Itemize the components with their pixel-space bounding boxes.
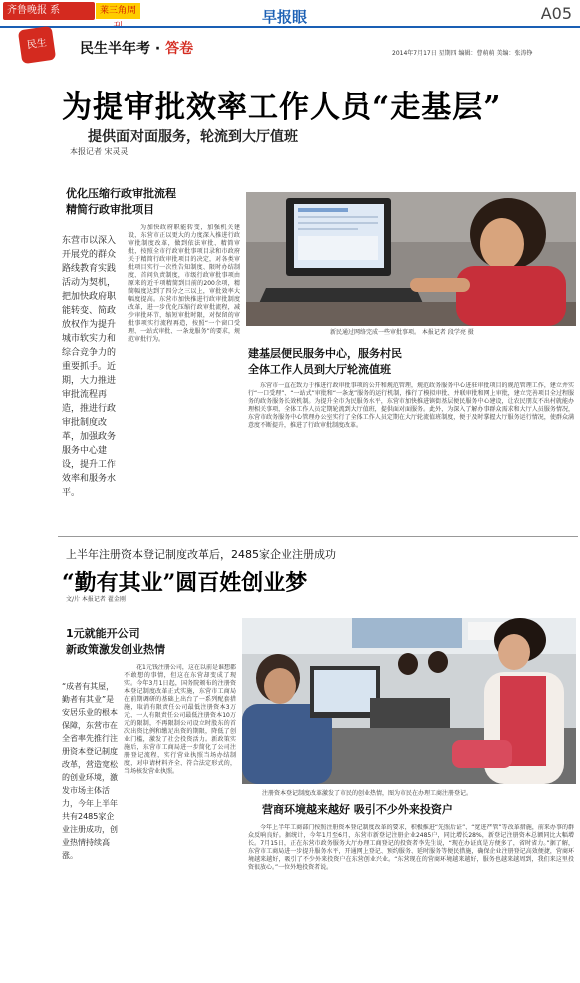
lead-section2-title-line2: 全体工作人员到大厅轮流值班 — [248, 363, 391, 376]
column-seal-icon: 民生 — [18, 26, 56, 64]
second-photo — [242, 618, 576, 784]
second-section2-paragraph: 今年上半年工商部门按照注册资本登记制度改革的要求，积极推进“先照后证”、“宽进严管”等改革措施，前来办事的群众反响良好。据统计，今年1月至6月，东营市新登记注册企业2485户，同比增长28%，新登记注册资本总额同比大幅增长。7月15日，正在东营市政务服务大厅办理工商登记的投资者李先生说，“现在办证真是方便多了，省时省力。”据了解，东营市工商局进一步提升服务水平，开通网上登记、预约服务、延时服务等便民措施，确保企业注册登记高效便捷，营商环境越来越好，吸引了不少外来投资户在东营创业兴业。“东营现在的营商环境越来越好，服务也越来越周到，我们来这里投资很放心。”一位外地投资者说。 — [248, 824, 574, 871]
lead-intro-text: 东营市以深入开展党的群众路线教育实践活动为契机，把加快政府职能转变、简政放权作为提升城市软实力和综合竞争力的重要抓手。近期，大力推进审批流程再造，推进行政审批制度改革，加强政务服务中心建设，提升工作效率和服务水平。 — [62, 236, 117, 498]
lead-photo-caption: 新民通过网络完成一些审批事项。 本报记者 段学亮 摄 — [330, 329, 474, 336]
newspaper-logo: 齐鲁晚报 系 — [3, 2, 95, 20]
masthead — [0, 0, 580, 24]
second-headline: “勤有其业”圆百姓创业梦 — [62, 570, 308, 596]
second-byline: 文/片 本报记者 翟金刚 — [66, 596, 126, 603]
second-photo-caption: 注册资本登记制度改革激发了市民的创业热情，图为市民在办理工商注册登记。 — [262, 790, 473, 797]
second-section1-paragraph: 花1元钱注册公司，这在以前是谁想都不敢想的事情，但这在东营却变成了现实。今年3月1日起，国务院颁布的注册资本登记制度改革正式实施，东营市工商局在前期调研的基础上出台了一系列配套措施，取消有限责任公司最低注册资本3万元、一人有限责任公司最低注册资本10万元的限制，不再限制公司设立时股东的首次出资比例和缴足出资的期限，降低了创业门槛，激发了社会投资活力。新政策实施后，东营市工商局进一步简化了公司注册登记流程，实行营业执照当场办结制度，对申请材料齐全、符合法定形式的，当场核发营业执照。 — [124, 664, 236, 775]
second-section2-body — [248, 824, 574, 974]
second-section1-title-line1: 1元就能开公司 — [66, 627, 140, 640]
story-divider — [58, 536, 578, 537]
second-section1-title — [66, 626, 236, 658]
second-intro-text: “成者有其屋，勤者有其业”是安居乐业的根本保障，东营市在全省率先推行注册资本登记制度改革，营造宽松的创业环境，激发市场主体活力，今年上半年共有2485家企业注册成功，创业热情持续高涨。 — [62, 682, 118, 860]
second-section1-body — [124, 664, 236, 974]
registration-counter-photo — [242, 618, 576, 784]
lead-section1-title-line1: 优化压缩行政审批流程 — [66, 187, 176, 200]
lead-section1-body — [128, 224, 240, 528]
lead-headline: 为提审批效率工作人员“走基层” — [62, 90, 502, 125]
lead-photo — [246, 192, 576, 326]
second-kicker: 上半年注册资本登记制度改革后，2485家企业注册成功 — [66, 548, 336, 561]
laptop-user-photo — [246, 192, 576, 326]
page-number: A05 — [540, 4, 572, 23]
issue-meta: 2014年7月17日 星期四 编辑：曹萌萌 美编：张涛铮 — [392, 50, 533, 57]
lead-section2-title — [248, 346, 568, 378]
lead-section1-title — [66, 186, 236, 218]
section-name: 早报眼 — [262, 8, 308, 26]
lead-section2-title-line1: 建基层便民服务中心，服务村民 — [248, 347, 402, 360]
second-section2-title: 营商环境越来越好 吸引不少外来投资户 — [262, 803, 453, 816]
column-title-accent: 答卷 — [165, 41, 194, 57]
column-title-main: 民生半年考 · — [80, 41, 166, 57]
lead-section2-body — [248, 382, 574, 526]
lead-byline: 本报记者 宋灵灵 — [70, 147, 129, 156]
weekly-tag: 莱三角周 — [96, 3, 140, 19]
second-section1-title-line2: 新政策激发创业热情 — [66, 643, 165, 656]
column-title — [80, 38, 193, 58]
lead-subhead: 提供面对面服务，轮流到大厅值班 — [88, 129, 298, 145]
lead-section1-paragraph: 为加快政府职能转变，加强机关建设，东营市正以更大的力度深入推进行政审批制度改革，做到依法审批、精简审批，按照全市行政审批事项目录和市政府关于精简行政审批项目的决定，对各类审批项目实行一次性告知制度、限时办结制度、首问负责制度，市级行政审批事项由原来的近千项精简到目前的200余项，精简幅度达到了四分之三以上，审批效率大幅度提高。东营市加快推进行政审批制度改革，进一步优化压缩行政审批流程，减少审批环节，缩短审批时限，对保留的审批事项实行流程再造，按照“一个窗口受理、一站式审批、一条龙服务”的要求，规范审批行为。 — [128, 224, 240, 343]
lead-section1-title-line2: 精简行政审批项目 — [66, 203, 154, 216]
lead-section2-paragraph: 东营市一直在致力于推进行政审批事项的公开和规范管理，规范政务服务中心进驻审批项目的规范管理工作，建立并实行“一口受理”、“一站式”审批和“一条龙”服务的运行机制，推行了模拟审批、并联审批和网上审批，建立完善项目全过程服务的政务服务长效机制。为提升全市为民服务水平，东营市加快推进镇街基层便民服务中心建设，让农民朋友不出村就能办理相关事项，全体工作人员定期轮流到大厅值班，提供面对面服务。此外，为深入了解办事群众需求和大厅人员服务情况，东营市政务服务中心管理办公室实行了全体工作人员定期在大厅轮流值班制度，便于及时掌握大厅服务运行情况，使群众满意度不断提升，推进了行政审批制度改革。 — [248, 382, 574, 429]
